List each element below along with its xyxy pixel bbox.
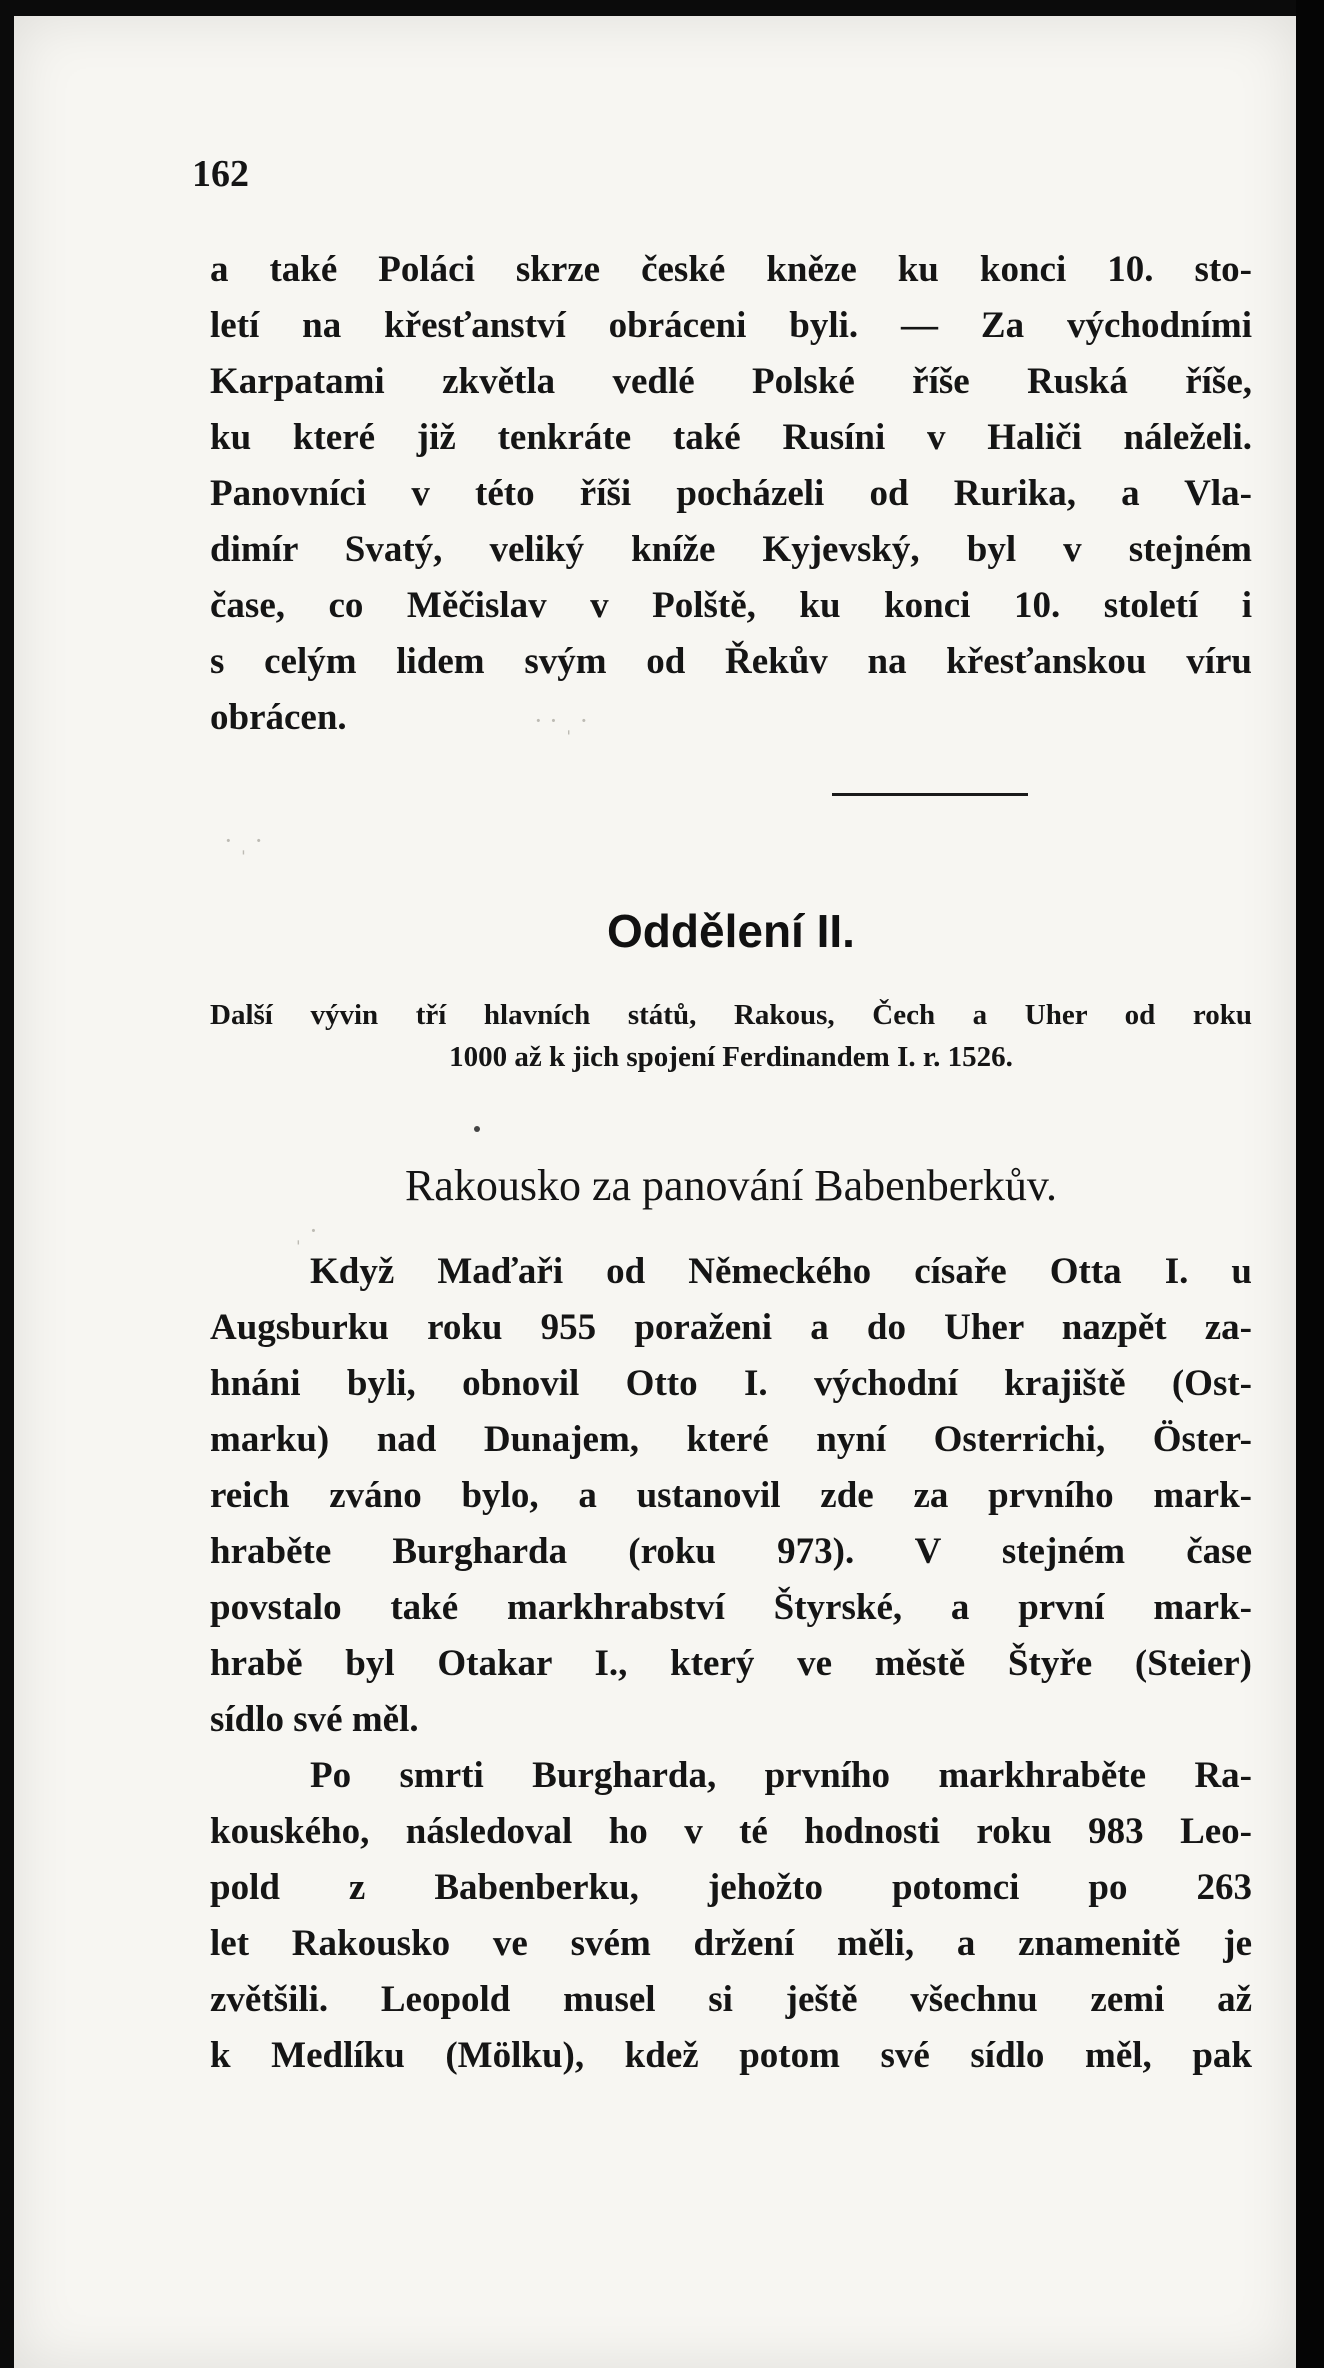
text-line: povstalo také markhrabství Štyrské, a první mark- <box>210 1587 1252 1628</box>
text-line: hnáni byli, obnovil Otto I. východní krajiště (Ost- <box>210 1363 1252 1404</box>
text-line: pold z Babenberku, jehožto potomci po 263 <box>210 1867 1252 1908</box>
text-line: hrabě byl Otakar I., který ve městě Štyře (Steier) <box>210 1643 1252 1684</box>
page-number: 162 <box>192 153 249 195</box>
scanned-page <box>14 16 1296 2368</box>
bleed-through-mark: · · ˌ · <box>534 706 589 735</box>
section-subtitle-line: 1000 až k jich spojení Ferdinandem I. r. 1526. <box>449 1041 1013 1073</box>
text-line: čase, co Měčislav v Polště, ku konci 10. století i <box>210 585 1252 626</box>
bleed-through-mark: ˌ · <box>294 1216 318 1245</box>
text-line: zvětšili. Leopold musel si ještě všechnu zemi až <box>210 1979 1252 2020</box>
text-line: Panovníci v této říši pocházeli od Rurika, a Vla- <box>210 473 1252 514</box>
text-line: Po smrti Burgharda, prvního markhraběte Ra- <box>310 1755 1252 1796</box>
text-line: kouského, následoval ho v té hodnosti roku 983 Leo- <box>210 1811 1252 1852</box>
section-title: Oddělení II. <box>607 905 855 957</box>
chapter-heading: Rakousko za panování Babenberkův. <box>404 1161 1058 1210</box>
ink-dot <box>474 1126 480 1132</box>
text-line: dimír Svatý, veliký kníže Kyjevský, byl v stejném <box>210 529 1252 570</box>
text-line: ku které již tenkráte také Rusíni v Haliči náleželi. <box>210 417 1252 458</box>
text-line: a také Poláci skrze české kněze ku konci 10. sto- <box>210 249 1252 290</box>
text-line: obrácen. <box>210 697 347 738</box>
text-line: sídlo své měl. <box>210 1699 419 1740</box>
scan-border-right <box>1296 0 1324 2368</box>
text-line: Když Maďaři od Německého císaře Otta I. u <box>310 1251 1252 1292</box>
section-divider <box>832 793 1028 796</box>
text-line: marku) nad Dunajem, které nyní Osterrichi, Öster- <box>210 1419 1252 1460</box>
text-line: Karpatami zkvětla vedlé Polské říše Ruská říše, <box>210 361 1252 402</box>
text-line: s celým lidem svým od Řekův na křesťanskou víru <box>210 641 1252 682</box>
text-line: hraběte Burgharda (roku 973). V stejném čase <box>210 1531 1252 1572</box>
bleed-through-mark: · ˌ · <box>224 826 263 855</box>
text-line: letí na křesťanství obráceni byli. — Za východními <box>210 305 1252 346</box>
text-line: reich zváno bylo, a ustanovil zde za prvního mark- <box>210 1475 1252 1516</box>
text-line: Augsburku roku 955 poraženi a do Uher nazpět za- <box>210 1307 1252 1348</box>
text-line: k Medlíku (Mölku), kdež potom své sídlo měl, pak <box>210 2035 1252 2076</box>
text-line: let Rakousko ve svém držení měli, a znamenitě je <box>210 1923 1252 1964</box>
section-subtitle-line: Další vývin tří hlavních států, Rakous, Čech a Uher od roku <box>210 999 1252 1031</box>
